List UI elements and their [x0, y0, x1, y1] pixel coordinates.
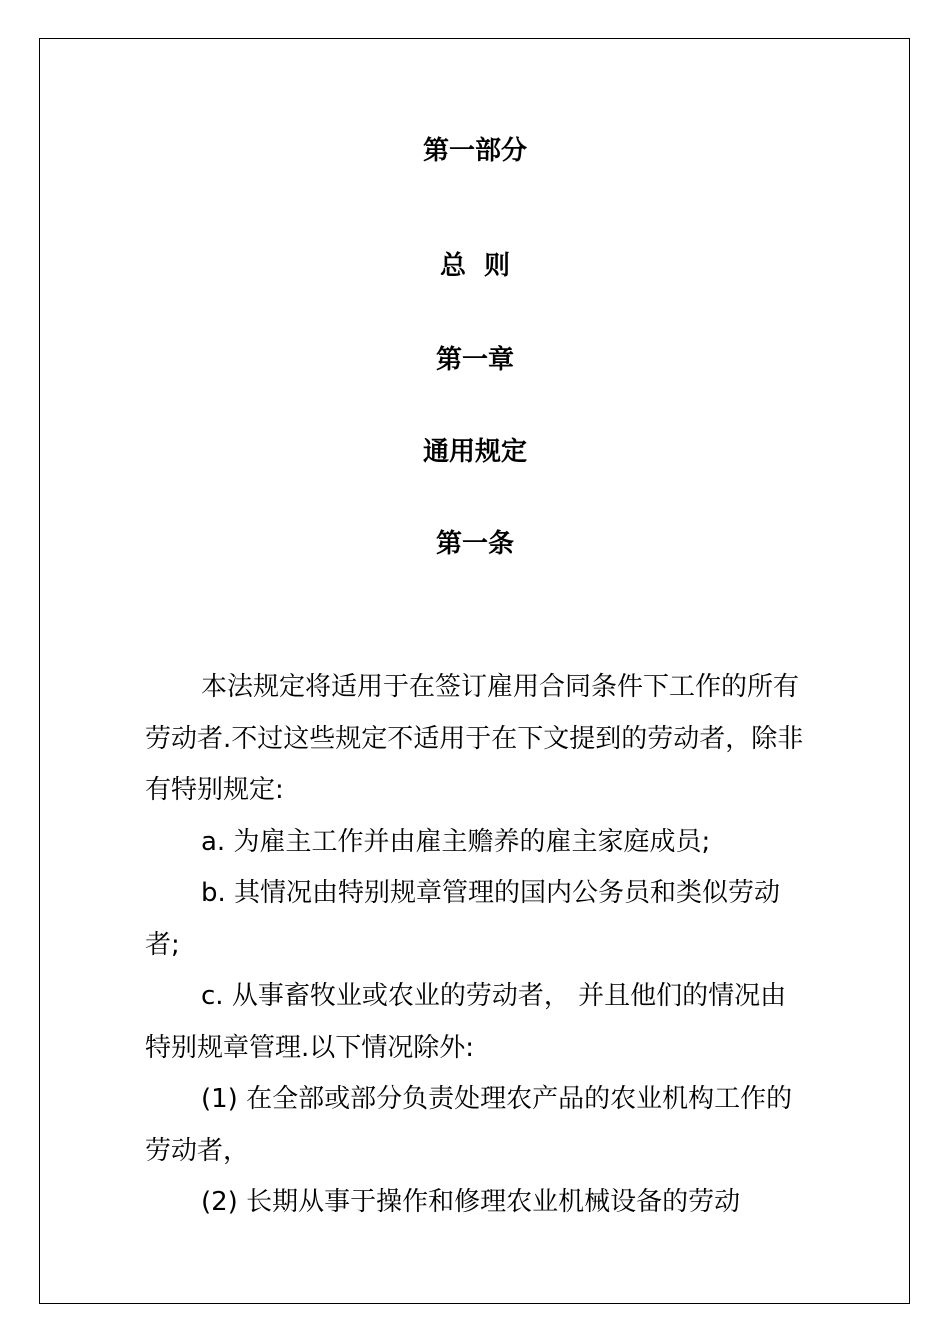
paragraph-item-c: c. 从事畜牧业或农业的劳动者， 并且他们的情况由特别规章管理.以下情况除外:	[145, 981, 787, 1063]
paragraph-item-1: (1) 在全部或部分负责处理农产品的农业机构工作的劳动者，	[145, 1084, 793, 1166]
paragraph-intro: 本法规定将适用于在签订雇用合同条件下工作的所有劳动者.不过这些规定不适用于在下文提到的劳动者，除非有特别规定:	[145, 672, 804, 805]
article-title: 第一条	[435, 529, 514, 559]
paragraph-item-b: b. 其情况由特别规章管理的国内公务员和类似劳动者;	[145, 878, 781, 960]
chapter-title: 第一章	[435, 345, 514, 375]
chapter-subtitle: 通用规定	[422, 437, 527, 467]
paragraph-item-a: a. 为雇主工作并由雇主赡养的雇主家庭成员;	[201, 826, 711, 857]
article-body	[145, 662, 810, 1229]
paragraph-item-2: (2) 长期从事于操作和修理农业机械设备的劳动	[201, 1187, 741, 1217]
part-title: 第一部分	[422, 136, 527, 166]
section-title: 总 则	[439, 251, 511, 281]
